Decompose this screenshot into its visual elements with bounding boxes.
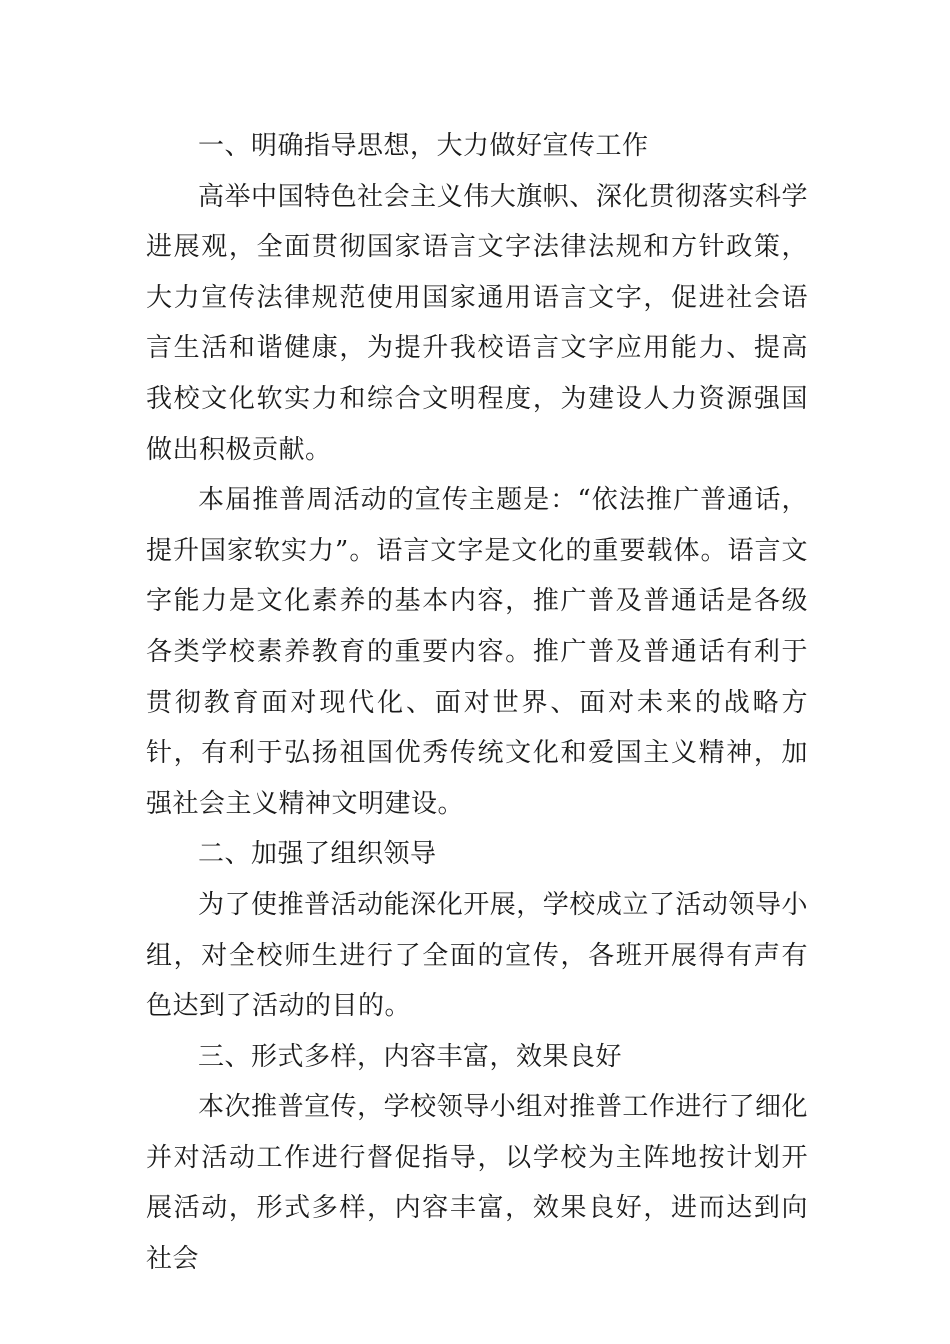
section-heading-1: 一、明确指导思想，大力做好宣传工作 <box>198 131 649 161</box>
paragraph-activities: 本次推普宣传，学校领导小组对推普工作进行了细化并对活动工作进行督促指导，以学校为主阵地按计划开展活动，形式多样，内容丰富，效果良好，进而达到向社会 <box>146 1092 808 1275</box>
section-heading-2: 二、加强了组织领导 <box>198 839 437 870</box>
section-heading-3: 三、形式多样，内容丰富，效果良好 <box>198 1041 623 1072</box>
document-page <box>146 121 808 1285</box>
paragraph-theme: 本届推普周活动的宣传主题是：“依法推广普通话，提升国家软实力”。语言文字是文化的重要载体。语言文字能力是文化素养的基本内容，推广普及普通话是各级各类学校素养教育的重要内容。推广普及普通话有利于贯彻教育面对现代化、面对世界、面对未来的战略方针，有利于弘扬祖国优秀传统文化和爱国主义精神，加强社会主义精神文明建设。 <box>146 485 808 819</box>
paragraph-organization: 为了使推普活动能深化开展，学校成立了活动领导小组，对全校师生进行了全面的宣传，各班开展得有声有色达到了活动的目的。 <box>146 889 808 1022</box>
paragraph-guiding-thought: 高举中国特色社会主义伟大旗帜、深化贯彻落实科学进展观，全面贯彻国家语言文字法律法规和方针政策，大力宣传法律规范使用国家通用语言文字，促进社会语言生活和谐健康，为提升我校语言文字应用能力、提高我校文化软实力和综合文明程度，为建设人力资源强国做出积极贡献。 <box>146 181 808 465</box>
